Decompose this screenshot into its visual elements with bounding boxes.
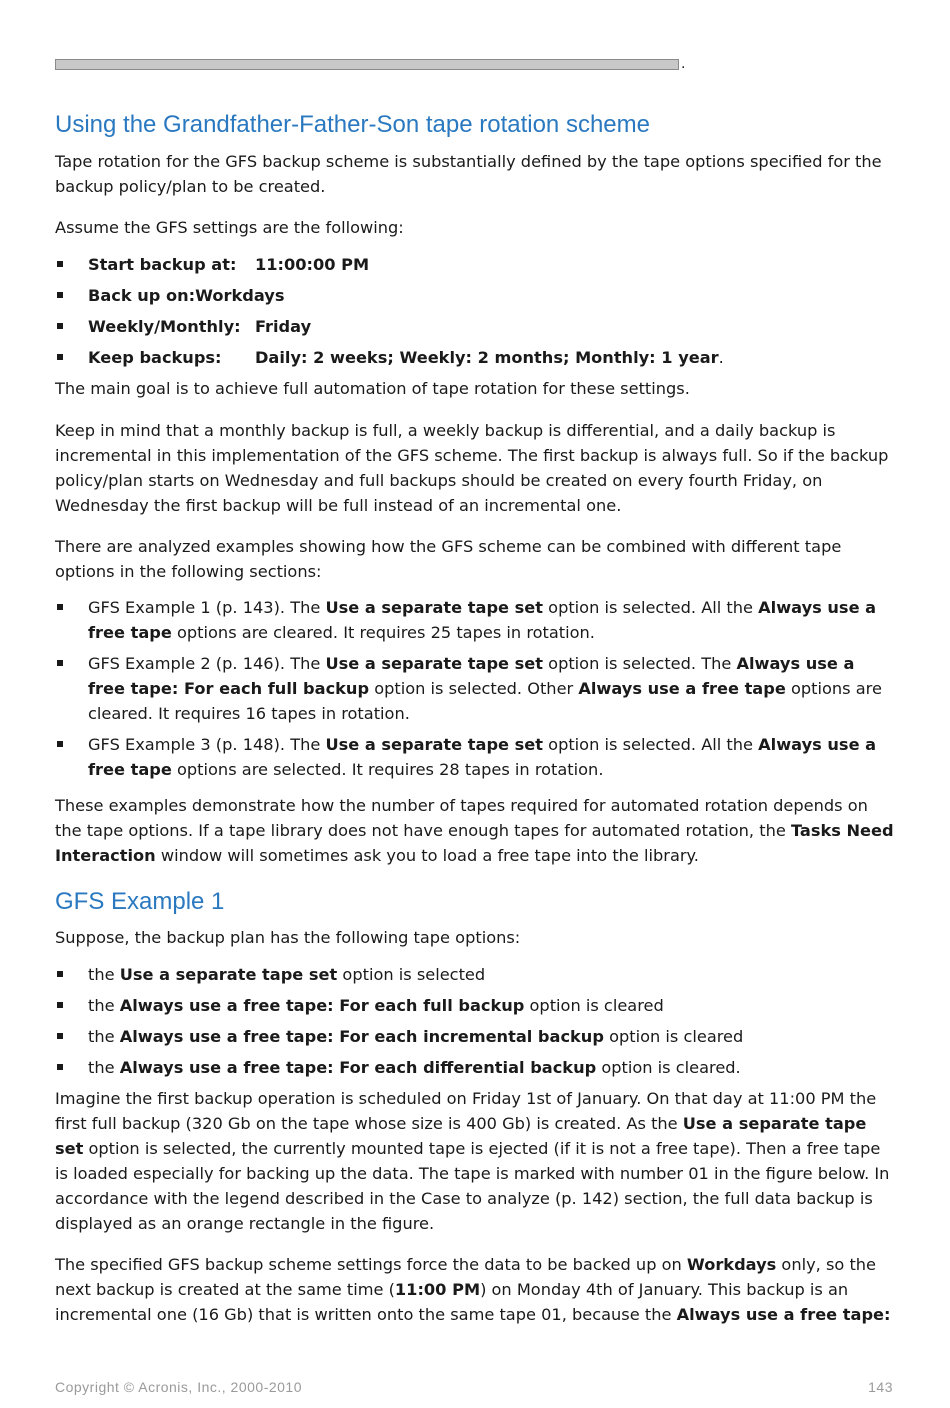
setting-back-up-on [55, 283, 895, 308]
bold-text: Use a separate tape set [325, 654, 544, 673]
tape-option-item [55, 993, 895, 1018]
text: These examples demonstrate how the number of tapes required for automated rotation depends on the tape options. If a tape library does not have enough tapes for automated rotation, the [55, 796, 868, 840]
tape-option-item [55, 1055, 895, 1080]
setting-suffix: . [718, 348, 724, 367]
text: option is selected. All the [543, 598, 759, 617]
bullet-icon [57, 604, 63, 610]
text: options are selected. It requires 28 tapes in rotation. [171, 760, 604, 779]
section-title-gfs-example-1: GFS Example 1 [55, 888, 225, 915]
bullet-icon [57, 1033, 63, 1039]
imagine-paragraph [55, 1086, 895, 1236]
conclusion-paragraph [55, 793, 895, 868]
bullet-icon [57, 354, 63, 360]
text: option is selected [337, 965, 486, 984]
page-number: 143 [868, 1379, 893, 1395]
bold-text: Always use a free tape: For each full backup [119, 996, 525, 1015]
keep-in-mind-paragraph: Keep in mind that a monthly backup is full, a weekly backup is differential, and a daily backup is incremental in this implementation of the GFS scheme. The first backup is always full. So if the backup policy/plan starts on Wednesday and full backups should be created on every fourth Friday, on Wednesday the first backup will be full instead of an incremental one. [55, 421, 889, 515]
tape-option-item [55, 1024, 895, 1049]
setting-value: 11:00:00 PM [255, 255, 370, 274]
bullet-icon [57, 261, 63, 267]
page-footer [55, 1379, 893, 1395]
bold-text: Always use a free tape: For each full backup [88, 654, 855, 698]
bold-text: Always use a free tape [88, 598, 877, 642]
bold-text: Use a separate tape set [325, 735, 544, 754]
bullet-icon [57, 971, 63, 977]
examples-intro-paragraph: There are analyzed examples showing how the GFS scheme can be combined with different tape options in the following sections: [55, 537, 842, 581]
intro-paragraph: Tape rotation for the GFS backup scheme is substantially defined by the tape options specified for the backup policy/plan to be created. [55, 152, 882, 196]
text: GFS Example 1 (p. 143). The [88, 598, 326, 617]
bold-text: Use a separate tape set [119, 965, 338, 984]
bullet-icon [57, 1064, 63, 1070]
text: Imagine the first backup operation is scheduled on Friday 1st of January. On that day at 11:00 PM the first full backup (320 Gb on the tape whose size is 400 Gb) is created. As the [55, 1089, 877, 1133]
tape-options-list [55, 962, 895, 1080]
settings-list [55, 252, 895, 370]
setting-key: Start backup at: [88, 255, 237, 274]
text: the [88, 1058, 120, 1077]
text: The specified GFS backup scheme settings force the data to be backed up on [55, 1255, 687, 1274]
section-title-gfs-rotation: Using the Grandfather-Father-Son tape rotation scheme [55, 111, 650, 138]
setting-key: Back up on: [88, 286, 196, 305]
text: window will sometimes ask you to load a free tape into the library. [155, 846, 699, 865]
setting-weekly-monthly [55, 314, 895, 339]
bold-text: Always use a free tape: [676, 1305, 891, 1324]
specified-paragraph [55, 1252, 895, 1327]
bullet-icon [57, 1002, 63, 1008]
bullet-icon [57, 323, 63, 329]
bold-text: Always use a free tape: For each incremental backup [119, 1027, 604, 1046]
bold-text: Use a separate tape set [55, 1114, 867, 1158]
examples-list [55, 595, 895, 782]
text: options are cleared. It requires 25 tapes in rotation. [171, 623, 595, 642]
tape-option-item [55, 962, 895, 987]
text: option is cleared. [596, 1058, 741, 1077]
bold-text: Tasks Need Interaction [55, 821, 894, 865]
text: option is cleared [524, 996, 664, 1015]
example-item [55, 595, 895, 645]
setting-keep-backups [55, 345, 895, 370]
header-dot: . [681, 56, 686, 72]
bold-text: Use a separate tape set [325, 598, 544, 617]
example-item [55, 651, 895, 726]
setting-key: Keep backups: [88, 348, 222, 367]
text: the [88, 965, 120, 984]
text: the [88, 996, 120, 1015]
text: option is selected. Other [369, 679, 579, 698]
text: only, so the next backup is created at the same time ( [55, 1255, 877, 1299]
assume-paragraph: Assume the GFS settings are the following: [55, 218, 404, 237]
text: option is cleared [603, 1027, 744, 1046]
bold-text: Workdays [686, 1255, 777, 1274]
setting-value: Workdays [195, 286, 285, 305]
setting-value: Friday [255, 317, 312, 336]
bold-text: Always use a free tape [88, 735, 877, 779]
bold-text: Always use a free tape: For each differential backup [119, 1058, 597, 1077]
setting-start-backup [55, 252, 895, 277]
bold-text: 11:00 PM [394, 1280, 481, 1299]
setting-key: Weekly/Monthly: [88, 317, 241, 336]
text: GFS Example 3 (p. 148). The [88, 735, 326, 754]
text: the [88, 1027, 120, 1046]
example-item [55, 732, 895, 782]
bullet-icon [57, 660, 63, 666]
text: option is selected. All the [543, 735, 759, 754]
text: GFS Example 2 (p. 146). The [88, 654, 326, 673]
bold-text: Always use a free tape [578, 679, 786, 698]
bullet-icon [57, 292, 63, 298]
example1-intro: Suppose, the backup plan has the following tape options: [55, 928, 521, 947]
text: ) on Monday 4th of January. This backup is an incremental one (16 Gb) that is written onto the same tape 01, because the [55, 1280, 849, 1324]
goal-paragraph: The main goal is to achieve full automation of tape rotation for these settings. [55, 379, 690, 398]
copyright-text: Copyright © Acronis, Inc., 2000-2010 [55, 1379, 302, 1395]
text: options are cleared. It requires 16 tapes in rotation. [88, 679, 882, 723]
setting-value: Daily: 2 weeks; Weekly: 2 months; Monthly: 1 year [255, 348, 719, 367]
page-body [55, 0, 895, 1327]
text: option is selected, the currently mounted tape is ejected (if it is not a free tape). Then a free tape is loaded especially for backing up the data. The tape is marked with number 01 in the figure below. In accordance with the legend described in the Case to analyze (p. 142) section, the full data backup is displayed as an orange rectangle in the figure. [55, 1139, 890, 1233]
bullet-icon [57, 741, 63, 747]
text: option is selected. The [543, 654, 737, 673]
